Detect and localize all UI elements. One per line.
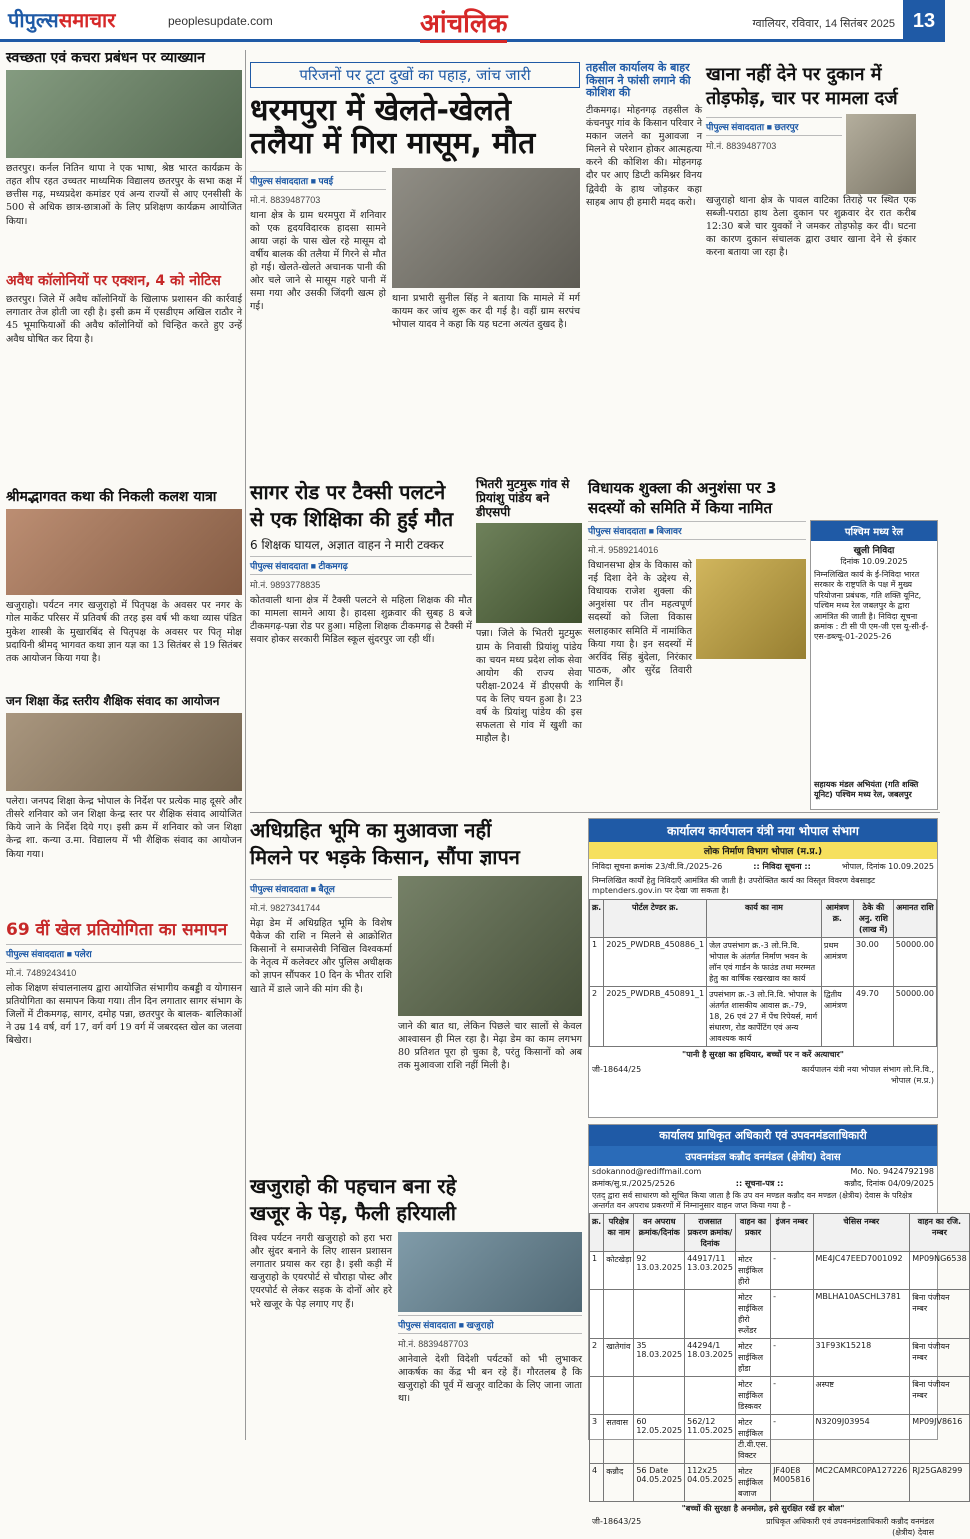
lead-mobile: मो.नं. 8839487703 bbox=[250, 194, 321, 205]
pwd-code: जी-18644/25 bbox=[592, 1065, 642, 1075]
forest-table-cell bbox=[604, 1376, 634, 1414]
story1-text: छतरपुर। कर्नल नितिन थापा ने एक भाषा, श्रेष्ठ भारत कार्यक्रम के तहत शीप रहत उच्चतर माध्यमिक विद्यालय छतरपुर के सभा कक्ष में छत्तीस गढ़, मध्यप्रदेश कमांडर एवं अन्य राज्यों से आए एनसीसी के 500 से अधिक छात्र-छात्राओं के लिए प्रशिक्षण कार्यक्रम आयोजित किया। bbox=[6, 163, 242, 227]
vidhayak-byline: पीपुल्स संवाददाता ■ बिजावर bbox=[588, 521, 806, 540]
story5-mobile: मो.नं. 7489243410 bbox=[6, 967, 77, 978]
pwd-signature: कार्यपालन यंत्री नया भोपाल संभाग लो.नि.वि., भोपाल (म.प्र.) bbox=[801, 1065, 934, 1085]
forest-table bbox=[589, 1213, 970, 1502]
khajuraho-text: विश्व पर्यटन नगरी खजुराहो को हरा भरा और सुंदर बनाने के लिए शासन प्रशासन लगातार प्रयास कर रहा है। इसी कड़ी में खजुराहो के एयरपोर्ट से चौराहा पोस्ट और एयरपोर्ट से लेकर सड़क के दोनों ओर हरे भरे खजूर के पेड़ लगाए गए हैं। bbox=[250, 1233, 392, 1310]
lead-headline-1[interactable]: धरमपुरा में खेलते-खेलते bbox=[250, 93, 511, 128]
forest-table-cell: ME4JC47EED7001092 bbox=[813, 1251, 910, 1289]
vidhayak-text: विधानसभा क्षेत्र के विकास को नई दिशा देने के उद्देश्य से, विधायक राजेश शुक्ला की अनुशंसा पर तीन महत्वपूर्ण सदस्यों को जिला विकास सलाहकार समिति में नामांकित किया गया है। इन सदस्यों में अरविंद सिंह बुंदेला, निरंकार पाठक, और सुरेंद्र तिवारी शामिल हैं। bbox=[588, 560, 692, 689]
forest-table-cell: सतवास bbox=[604, 1414, 634, 1463]
vidhayak-photo bbox=[696, 559, 806, 659]
forest-signature: प्राधिकृत अधिकारी एवं उपवनमंडलाधिकारी कन्नौद वनमंडल (क्षेत्रीय) देवास bbox=[766, 1517, 934, 1537]
forest-table-cell: खातेगांव bbox=[604, 1338, 634, 1376]
pwd-notice-label: :: निविदा सूचना :: bbox=[753, 862, 811, 871]
forest-header-cell: राजसात प्रकरण क्रमांक/दिनांक bbox=[685, 1213, 736, 1251]
pwd-header-cell: आमंत्रण क्र. bbox=[821, 899, 853, 937]
pwd-footer: "पानी है सुरक्षा का हथियार, बच्चों पर न करें अत्याचार" bbox=[682, 1049, 844, 1059]
sagar-subhead: 6 शिक्षक घायल, अज्ञात वाहन ने मारी टक्कर bbox=[250, 538, 444, 552]
adhigrahit-photo bbox=[398, 876, 582, 1016]
tahsil-story bbox=[586, 62, 702, 472]
forest-date: कन्नौद, दिनांक 04/09/2025 bbox=[844, 1179, 934, 1188]
lead-photo bbox=[392, 168, 580, 288]
forest-table-cell bbox=[685, 1289, 736, 1338]
adhigrahit-text: मेढ़ा डेम में अधिग्रहित भूमि के विशेष पैकेज की राशि न मिलने से आक्रोशित किसानों ने समाजसेवी निखिल विश्वकर्मा के नेतृत्व में कलेक्टर और पुलिस अधीक्षक को ज्ञापन सौंपकर 10 दिन के भीतर राशि खाते में डाले जाने की मांग की है। bbox=[250, 918, 392, 995]
railway-title: पश्चिम मध्य रेल bbox=[811, 521, 937, 541]
dateline: ग्वालियर, रविवार, 14 सितंबर 2025 bbox=[752, 18, 895, 30]
vidhayak-mobile: मो.नं. 9589214016 bbox=[588, 545, 659, 555]
pwd-table-cell: प्रथम आमंत्रण bbox=[821, 937, 853, 986]
lead-text-2: थाना प्रभारी सुनील सिंह ने बताया कि मामले में मर्ग कायम कर जांच शुरू कर दी गई है। वहीं ग्राम सरपंच भोपाल यादव ने कहा कि यह घटना अत्यंत दुखद है। bbox=[392, 292, 580, 330]
pwd-subtitle: लोक निर्माण विभाग भोपाल (म.प्र.) bbox=[589, 842, 937, 859]
story3-photo bbox=[6, 509, 242, 595]
forest-header-cell: परिक्षेत्र का नाम bbox=[604, 1213, 634, 1251]
sagar-story bbox=[250, 478, 472, 808]
pwd-header-cell: पोर्टल टेण्डर क्र. bbox=[604, 899, 707, 937]
forest-title: कार्यालय प्राधिकृत अधिकारी एवं उपवनमंडलाधिकारी bbox=[589, 1125, 937, 1146]
adhigrahit-mobile: मो.नं. 9827341744 bbox=[250, 903, 321, 913]
forest-table-row bbox=[590, 1376, 970, 1414]
forest-table-cell bbox=[590, 1376, 604, 1414]
adhigrahit-headline-1[interactable]: अधिग्रहित भूमि का मुआवजा नहीं bbox=[250, 818, 492, 842]
lead-headline-2[interactable]: तलैया में गिरा मासूम, मौत bbox=[250, 126, 536, 161]
forest-table-cell: 60 12.05.2025 bbox=[634, 1414, 685, 1463]
left-column bbox=[6, 50, 242, 1440]
story4-photo bbox=[6, 713, 242, 791]
shop-story bbox=[706, 62, 916, 472]
forest-table-row bbox=[590, 1338, 970, 1376]
forest-header-cell: इंजन नम्बर bbox=[771, 1213, 813, 1251]
forest-table-cell: 562/12 11.05.2025 bbox=[685, 1414, 736, 1463]
shop-text: खजुराहो थाना क्षेत्र के पावल वाटिका तिराहे पर स्थित एक सब्जी-पराठा हाथ ठेला दुकान पर शुक्रवार देर रात करीब 12:30 बजे चार युवकों ने जमकर तोड़फोड़ कर दी। घटना का कारण दुकान संचालक द्वारा उधार खाना देने से इंकार करना बताया जा रहा है। bbox=[706, 195, 916, 259]
forest-table-cell: मोटर साईकिल टी.वी.एस. विक्टर bbox=[735, 1414, 770, 1463]
khajuraho-headline-1[interactable]: खजुराहो की पहचान बना रहे bbox=[250, 1174, 457, 1198]
forest-table-cell: - bbox=[771, 1289, 813, 1338]
forest-table-row bbox=[590, 1289, 970, 1338]
forest-table-cell: कन्नौद bbox=[604, 1463, 634, 1501]
lead-byline: पीपुल्स संवाददाता ■ पवई bbox=[250, 171, 386, 190]
shop-photo bbox=[846, 114, 916, 194]
pwd-notice-no: निविदा सूचना क्रमांक 23/वी.वि./2025-26 bbox=[592, 862, 723, 871]
story2-text: छतरपुर। जिले में अवैध कॉलोनियों के खिलाफ प्रशासन की कार्रवाई लगातार तेज होती जा रही है। इसी क्रम में एसडीएम अखिल राठौर ने 45 भूमाफियाओं की अवैध कॉलोनियों को चिन्हित करते हुए उन्हें अवैध घोषित कर दिया है। bbox=[6, 294, 242, 345]
forest-table-cell bbox=[634, 1376, 685, 1414]
story5-headline[interactable]: 69 वीं खेल प्रतियोगिता का समापन bbox=[6, 920, 228, 941]
railway-date: दिनांक 10.09.2025 bbox=[840, 557, 908, 566]
forest-table-cell: - bbox=[771, 1338, 813, 1376]
forest-table-cell: कोटखेड़ा bbox=[604, 1251, 634, 1289]
forest-footer: "बच्चों की सुरक्षा है अनमोल, इसे सुरक्षित रखें हर बोल" bbox=[681, 1503, 845, 1513]
railway-text: निम्नलिखित कार्य के ई-निविदा भारत सरकार के राष्ट्रपति के पक्ष में मुख्य परियोजना प्रबंधक, गति शक्ति यूनिट, पश्चिम मध्य रेल जबलपुर के द्वारा आमंत्रित की जाती है। निविदा सूचना क्रमांक : टी सी पी एम-जी एस यू-सी-ई-एस-डब्ल्यू-01-2025-26 bbox=[814, 570, 929, 642]
pwd-notice bbox=[588, 818, 938, 1118]
pwd-table-cell: द्वितीय आमंत्रण bbox=[821, 986, 853, 1046]
khajuraho-byline: पीपुल्स संवाददाता ■ खजुराहो bbox=[398, 1315, 582, 1334]
khajuraho-mobile: मो.नं. 8839487703 bbox=[398, 1339, 469, 1349]
story4-text: पलेरा। जनपद शिक्षा केन्द्र भोपाल के निर्देश पर प्रत्येक माह दूसरे और तीसरे शनिवार को जन शिक्षा केन्द्र स्तर पर शैक्षिक संवाद आयोजित किये जाने के निर्देश दिये गए। इसी क्रम में शनिवार को जन शिक्षा केन्द्र शा. कन्या उ.मा. विद्यालय में भी शैक्षिक संवाद का आयोजन किया गया। bbox=[6, 796, 242, 860]
pwd-header-cell: कार्य का नाम bbox=[707, 899, 822, 937]
story1-photo bbox=[6, 70, 242, 158]
bhitari-story bbox=[476, 478, 582, 808]
sagar-byline: पीपुल्स संवाददाता ■ टीकमगढ़ bbox=[250, 556, 472, 575]
forest-intro: एतद् द्वारा सर्व साधारण को सूचित किया जाता है कि उप वन मण्डल कन्नौद वन मण्डल (क्षेत्रीय) देवास के परिक्षेत्र अन्तर्गत वन अपराध प्रकरणों में निम्नानुसार वाहन जप्त किया गया है - bbox=[592, 1191, 913, 1211]
website-link[interactable]: peoplesupdate.com bbox=[168, 14, 273, 28]
forest-table-cell: 56 Date 04.05.2025 bbox=[634, 1463, 685, 1501]
forest-table-cell: बिना पंजीयन नम्बर bbox=[910, 1289, 969, 1338]
forest-table-cell: JF40E8 M005816 bbox=[771, 1463, 813, 1501]
story4-headline[interactable]: जन शिक्षा केंद्र स्तरीय शैक्षिक संवाद का आयोजन bbox=[6, 694, 220, 709]
lead-story bbox=[250, 62, 580, 472]
forest-table-cell: मोटर साईकिल हीरो bbox=[735, 1251, 770, 1289]
vidhayak-story bbox=[588, 478, 806, 808]
forest-table-cell: अस्पष्ट bbox=[813, 1376, 910, 1414]
forest-table-cell: N3209J03954 bbox=[813, 1414, 910, 1463]
sagar-text: कोतवाली थाना क्षेत्र में टैक्सी पलटने से महिला शिक्षक की मौत का मामला सामने आया है। हादसा शुक्रवार की सुबह 8 बजे टीकमगढ़-पन्ना रोड पर हुआ। महिला शिक्षक टीकमगढ़ से टैक्सी में सवार होकर सरकारी मिडिल स्कूल सुंदरपुर जा रही थीं। bbox=[250, 595, 472, 646]
forest-table-cell: - bbox=[771, 1376, 813, 1414]
pwd-table-row bbox=[590, 937, 937, 986]
forest-table-cell: 2 bbox=[590, 1338, 604, 1376]
tahsil-headline[interactable]: तहसील कार्यालय के बाहर किसान ने फांसी लगाने की कोशिश की bbox=[586, 61, 691, 100]
pwd-table bbox=[589, 899, 937, 1047]
lead-kicker: परिजनों पर टूटा दुखों का पहाड़, जांच जारी bbox=[250, 62, 580, 88]
story1-headline[interactable]: स्वच्छता एवं कचरा प्रबंधन पर व्याख्यान bbox=[6, 50, 205, 66]
forest-table-cell bbox=[634, 1289, 685, 1338]
bhitari-text: पन्ना। जिले के भितरी मुटमुरू ग्राम के निवासी प्रियांशु पांडेय का चयन मध्य प्रदेश लोक सेवा आयोग की राज्य सेवा परीक्षा-2024 में डीएसपी के पद के लिए चयन हुआ है। 23 वर्ष के प्रियांशु पांडेय की इस सफलता से गांव में खुशी का माहौल है। bbox=[476, 628, 582, 745]
forest-notice bbox=[588, 1124, 967, 1537]
pwd-header-cell: क्र. bbox=[590, 899, 604, 937]
forest-table-cell bbox=[604, 1289, 634, 1338]
sagar-mobile: मो.नं. 9893778835 bbox=[250, 580, 321, 590]
forest-table-cell: MBLHA10ASCHL3781 bbox=[813, 1289, 910, 1338]
forest-table-cell: बिना पंजीयन नम्बर bbox=[910, 1376, 969, 1414]
railway-footer: सहायक मंडल अभियंता (गति शक्ति यूनिट) पश्चिम मध्य रेल, जबलपुर bbox=[814, 780, 919, 800]
adhigrahit-headline-2[interactable]: मिलने पर भड़के किसान, सौंपा ज्ञापन bbox=[250, 845, 520, 869]
column-divider bbox=[245, 50, 246, 1440]
forest-table-cell: बिना पंजीयन नम्बर bbox=[910, 1338, 969, 1376]
masthead bbox=[0, 0, 945, 42]
forest-table-cell: मोटर साईकिल हीरो स्प्लेंडर bbox=[735, 1289, 770, 1338]
pwd-intro: निम्नलिखित कार्यों हेतु निविदाएँ आमंत्रित की जाती है। उपरोक्तित कार्य का विस्तृत विवरण वेबसाइट mptenders.gov.in पर देखा जा सकता है। bbox=[592, 876, 876, 896]
adhigrahit-text-2: जाने की बात था, लेकिन पिछले चार सालों से केवल आश्वासन ही मिल रहा है। मेढ़ा डेम का काम लगभग 80 प्रतिशत पूरा हो चुका है, परंतु किसानों को अब तक मुआवजा राशि नहीं मिली है। bbox=[398, 1021, 582, 1072]
pwd-title: कार्यालय कार्यपालन यंत्री नया भोपाल संभाग bbox=[589, 819, 937, 842]
forest-subtitle: उपवनमंडल कन्नौद वनमंडल (क्षेत्रीय) देवास bbox=[589, 1146, 937, 1166]
forest-table-cell: 31F93K15218 bbox=[813, 1338, 910, 1376]
shop-mobile: मो.नं. 8839487703 bbox=[706, 141, 777, 151]
forest-table-cell: MP09JV8616 bbox=[910, 1414, 969, 1463]
pwd-table-cell: 30.00 bbox=[853, 937, 893, 986]
horizontal-divider bbox=[250, 812, 940, 813]
forest-table-cell: 112x25 04.05.2025 bbox=[685, 1463, 736, 1501]
bhitari-headline[interactable]: भितरी मुटमुरू गांव से प्रियांशु पांडेय बने डीएसपी bbox=[476, 477, 570, 519]
forest-table-cell: MC2CAMRC0PA127226 bbox=[813, 1463, 910, 1501]
forest-table-cell: 4 bbox=[590, 1463, 604, 1501]
forest-header-cell: वाहन का रजि. नम्बर bbox=[910, 1213, 969, 1251]
newspaper-logo: पीपुल्ससमाचार bbox=[8, 8, 116, 32]
forest-table-cell: - bbox=[771, 1414, 813, 1463]
railway-subtitle: खुली निविदा bbox=[853, 546, 895, 556]
khajuraho-text-2: आनेवाले देशी विदेशी पर्यटकों को भी लुभाकर आकर्षक का केंद्र भी बन रहे हैं। गौरतलब है कि खजुराहो की पूर्व में खजूर वाटिका के लिए जाना जाता था। bbox=[398, 1354, 582, 1405]
forest-mobile: Mo. No. 9424792198 bbox=[850, 1167, 934, 1176]
forest-table-cell: RJ25GA8299 bbox=[910, 1463, 969, 1501]
pwd-header-cell: ठेके की अनु. राशि (लाख में) bbox=[853, 899, 893, 937]
forest-table-cell: 44917/11 13.03.2025 bbox=[685, 1251, 736, 1289]
forest-code: जी-18643/25 bbox=[592, 1517, 642, 1527]
khajuraho-photo bbox=[398, 1232, 582, 1312]
pwd-notice-date: भोपाल, दिनांक 10.09.2025 bbox=[841, 862, 934, 871]
forest-table-cell: MP09NG6538 bbox=[910, 1251, 969, 1289]
forest-table-cell bbox=[685, 1376, 736, 1414]
lead-text: थाना क्षेत्र के ग्राम धरमपुरा में शनिवार को एक हृदयविदारक हादसा सामने आया जहां के पास खेल रहे मासूम दो वर्षीय बालक की तलैया में गिरने से मौत हो गई। खेलते-खेलते अचानक पानी की ओर चले जाने से मासूम गहरे पानी में समा गया और उसकी जिंदगी खत्म हो गई। bbox=[250, 209, 386, 313]
adhigrahit-story bbox=[250, 816, 582, 1166]
pwd-table-cell: 2 bbox=[590, 986, 604, 1046]
pwd-table-cell: 50000.00 bbox=[893, 937, 936, 986]
vidhayak-headline[interactable]: विधायक शुक्ला की अनुशंसा पर 3 सदस्यों को समिति में किया नामित bbox=[588, 479, 777, 517]
sagar-headline-1[interactable]: सागर रोड पर टैक्सी पलटने bbox=[250, 480, 446, 504]
forest-table-cell: मोटर साईकिल डिस्कवर bbox=[735, 1376, 770, 1414]
forest-table-row bbox=[590, 1463, 970, 1501]
pwd-table-cell: 2025_PWDRB_450886_1 bbox=[604, 937, 707, 986]
adhigrahit-byline: पीपुल्स संवाददाता ■ बैतूल bbox=[250, 879, 392, 898]
forest-header-cell: वन अपराध क्रमांक/दिनांक bbox=[634, 1213, 685, 1251]
railway-notice bbox=[810, 520, 938, 810]
story5-text: लोक शिक्षण संचालनालय द्वारा आयोजित संभागीय कबड्डी व योगासन प्रतियोगिता का समापन किया गया। तीन दिन लगातार सागर संभाग के जिलों में टीकमगढ़, सागर, दमोह पन्ना, छतरपुर के बालक- बालिकाओं ने उम्र 14 वर्ष, वर्ग 17, वर्ग वर्ग 19 वर्ग में जबरदस्त खेल का जलवा बिखेरा। bbox=[6, 982, 242, 1047]
forest-email[interactable]: sdokannod@rediffmail.com bbox=[592, 1167, 702, 1176]
forest-table-cell: 1 bbox=[590, 1251, 604, 1289]
pwd-table-cell: 1 bbox=[590, 937, 604, 986]
story2-headline[interactable]: अवैध कॉलोनियों पर एक्शन, 4 को नोटिस bbox=[6, 273, 221, 290]
forest-notice-label: :: सूचना-पत्र :: bbox=[735, 1179, 784, 1188]
story5-byline: पीपुल्स संवाददाता ■ पलेरा bbox=[6, 944, 242, 963]
section-title: आंचलिक bbox=[420, 4, 507, 40]
forest-table-row bbox=[590, 1251, 970, 1289]
pwd-header-cell: अमानत राशि bbox=[893, 899, 936, 937]
pwd-table-cell: जेल उपसंभाग क्र.-3 लो.नि.वि. भोपाल के अंतर्गत निर्माण भवन के लॉन एवं गार्डन के फाउंड तथा मरम्मत हेतु का वार्षिक रखरखाव का कार्य bbox=[707, 937, 822, 986]
khajuraho-story bbox=[250, 1172, 582, 1438]
forest-header-cell: चेसिस नम्बर bbox=[813, 1213, 910, 1251]
forest-table-cell: 44294/1 18.03.2025 bbox=[685, 1338, 736, 1376]
shop-headline-1[interactable]: खाना नहीं देने पर दुकान में bbox=[706, 64, 882, 85]
forest-table-cell: मोटर साईकिल होंडा bbox=[735, 1338, 770, 1376]
shop-headline-2[interactable]: तोड़फोड़, चार पर मामला दर्ज bbox=[706, 88, 898, 109]
forest-table-cell: 35 18.03.2025 bbox=[634, 1338, 685, 1376]
pwd-table-cell: उपसंभाग क्र.-3 लो.नि.वि. भोपाल के अंतर्गत शासकीय आवास क्र.-79, 18, 26 एवं 27 में पेंच रिपेयर्स, मार्ग संधारण, रोड कार्पेटिंग एवं अन्य आवश्यक कार्य bbox=[707, 986, 822, 1046]
forest-table-cell bbox=[590, 1289, 604, 1338]
forest-table-cell: 92 13.03.2025 bbox=[634, 1251, 685, 1289]
forest-header-cell: क्र. bbox=[590, 1213, 604, 1251]
page-number: 13 bbox=[903, 0, 945, 42]
pwd-table-cell: 49.70 bbox=[853, 986, 893, 1046]
bhitari-photo bbox=[476, 523, 582, 623]
forest-header-cell: वाहन का प्रकार bbox=[735, 1213, 770, 1251]
shop-byline: पीपुल्स संवाददाता ■ छतरपुर bbox=[706, 117, 842, 136]
khajuraho-headline-2[interactable]: खजूर के पेड़, फैली हरियाली bbox=[250, 1201, 456, 1225]
forest-table-cell: - bbox=[771, 1251, 813, 1289]
tahsil-text: टीकमगढ़। मोहनगढ़ तहसील के कंचनपुर गांव के किसान परिवार ने मकान जलने का मुआवजा न मिलने से परेशान होकर आत्महत्या करने की कोशिश की। मोहनगढ़ दौर पर आए डिप्टी कमिश्नर विनय द्विवेदी के हाथ जोड़कर कहा साहब आप ही हमारी मदद करो। bbox=[586, 104, 702, 208]
forest-table-row bbox=[590, 1414, 970, 1463]
forest-table-cell: 3 bbox=[590, 1414, 604, 1463]
story3-text: खजुराहो। पर्यटन नगर खजुराहो में पितृपक्ष के अवसर पर नगर के गोल मार्केट परिसर में प्रतिवर्ष की तरह इस वर्ष भी कथा व्यास पंडित मुकेश शास्त्री के मुखारबिंद से पितृपक्ष के अवसर पर पितृ मोक्ष प्रदायिनी श्रीमद् भागवत कथा ज्ञान यज्ञ का 13 सितंबर से 19 सितंबर तक आयोजन किया गया है। bbox=[6, 600, 242, 664]
story3-headline[interactable]: श्रीमद्भागवत कथा की निकली कलश यात्रा bbox=[6, 489, 217, 506]
pwd-table-cell: 2025_PWDRB_450891_1 bbox=[604, 986, 707, 1046]
forest-ref: क्रमांक/सु.प्र./2025/2526 bbox=[592, 1179, 675, 1188]
sagar-headline-2[interactable]: से एक शिक्षिका की हुई मौत bbox=[250, 507, 454, 531]
forest-table-cell: मोटर साईकिल बजाज bbox=[735, 1463, 770, 1501]
pwd-table-cell: 50000.00 bbox=[893, 986, 936, 1046]
pwd-table-row bbox=[590, 986, 937, 1046]
